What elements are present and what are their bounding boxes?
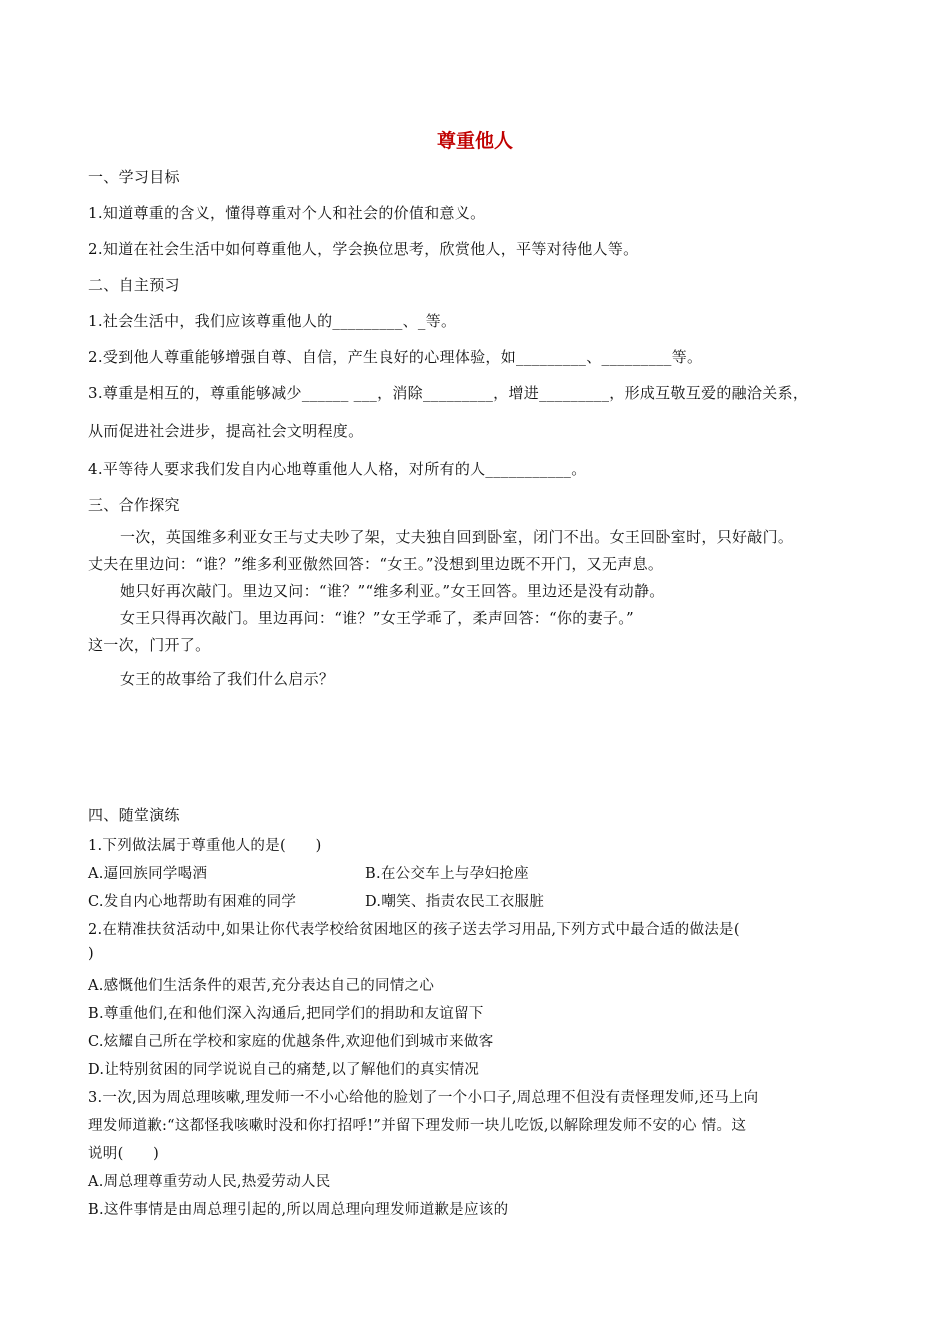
section-heading-preview: 二、自主预习 (88, 276, 180, 294)
question-stem-continued: 说明( ) (88, 1146, 160, 1162)
preview-item: 3.尊重是相互的，尊重能够减少______ ___，消除_________，增进_________，形成互敬互爱的融洽关系， (88, 384, 809, 402)
option-a: A.周总理尊重劳动人民,热爱劳动人民 (88, 1174, 331, 1190)
question-stem-continued: ) (88, 946, 94, 962)
option-d: D.让特别贫困的同学说说自己的痛楚,以了解他们的真实情况 (88, 1062, 480, 1078)
goal-item: 2.知道在社会生活中如何尊重他人，学会换位思考，欣赏他人，平等对待他人等。 (88, 240, 639, 258)
option-b: B.这件事情是由周总理引起的,所以周总理向理发师道歉是应该的 (88, 1202, 509, 1218)
story-paragraph: 她只好再次敲门。里边又问：“谁？”“维多利亚。”女王回答。里边还是没有动静。 (120, 582, 665, 600)
story-paragraph: 这一次，门开了。 (88, 636, 211, 654)
option-a: A.逼回族同学喝酒 (88, 866, 208, 882)
section-heading-practice: 四、随堂演练 (88, 806, 180, 824)
section-heading-inquiry: 三、合作探究 (88, 496, 180, 514)
preview-item: 1.社会生活中，我们应该尊重他人的_________、_等。 (88, 312, 457, 330)
option-c: C.发自内心地帮助有困难的同学 (88, 894, 297, 910)
question-stem: 2.在精准扶贫活动中,如果让你代表学校给贫困地区的孩子送去学习用品,下列方式中最合适的做法是( (88, 922, 740, 938)
story-paragraph: 丈夫在里边问：“谁？”维多利亚傲然回答：“女王。”没想到里边既不开门，又无声息。 (88, 555, 664, 573)
goal-item: 1.知道尊重的含义，懂得尊重对个人和社会的价值和意义。 (88, 204, 486, 222)
question-stem-continued: 理发师道歉:“这都怪我咳嗽时没和你打招呼!”并留下理发师一块儿吃饭,以解除理发师不安的心 情。这 (88, 1118, 747, 1134)
discussion-question: 女王的故事给了我们什么启示？ (120, 670, 335, 688)
option-d: D.嘲笑、指责农民工衣服脏 (365, 894, 545, 910)
page-title: 尊重他人 (436, 130, 513, 152)
section-heading-goals: 一、学习目标 (88, 168, 180, 186)
option-c: C.炫耀自己所在学校和家庭的优越条件,欢迎他们到城市来做客 (88, 1034, 494, 1050)
preview-item: 4.平等待人要求我们发自内心地尊重他人人格，对所有的人___________。 (88, 460, 587, 478)
question-stem: 1.下列做法属于尊重他人的是( ) (88, 838, 322, 854)
option-b: B.在公交车上与孕妇抢座 (365, 866, 529, 882)
story-paragraph: 女王只得再次敲门。里边再问：“谁？”女王学乖了，柔声回答：“你的妻子。” (120, 609, 634, 627)
question-stem: 3.一次,因为周总理咳嗽,理发师一不小心给他的脸划了一个小口子,周总理不但没有责怪理发师,还马上向 (88, 1090, 759, 1106)
preview-item-continued: 从而促进社会进步，提高社会文明程度。 (88, 422, 364, 440)
option-b: B.尊重他们,在和他们深入沟通后,把同学们的捐助和友谊留下 (88, 1006, 484, 1022)
preview-item: 2.受到他人尊重能够增强自尊、自信，产生良好的心理体验，如_________、_________等。 (88, 348, 703, 366)
option-a: A.感慨他们生活条件的艰苦,充分表达自己的同情之心 (88, 978, 435, 994)
story-paragraph: 一次，英国维多利亚女王与丈夫吵了架，丈夫独自回到卧室，闭门不出。女王回卧室时，只好敲门。 (120, 528, 794, 546)
